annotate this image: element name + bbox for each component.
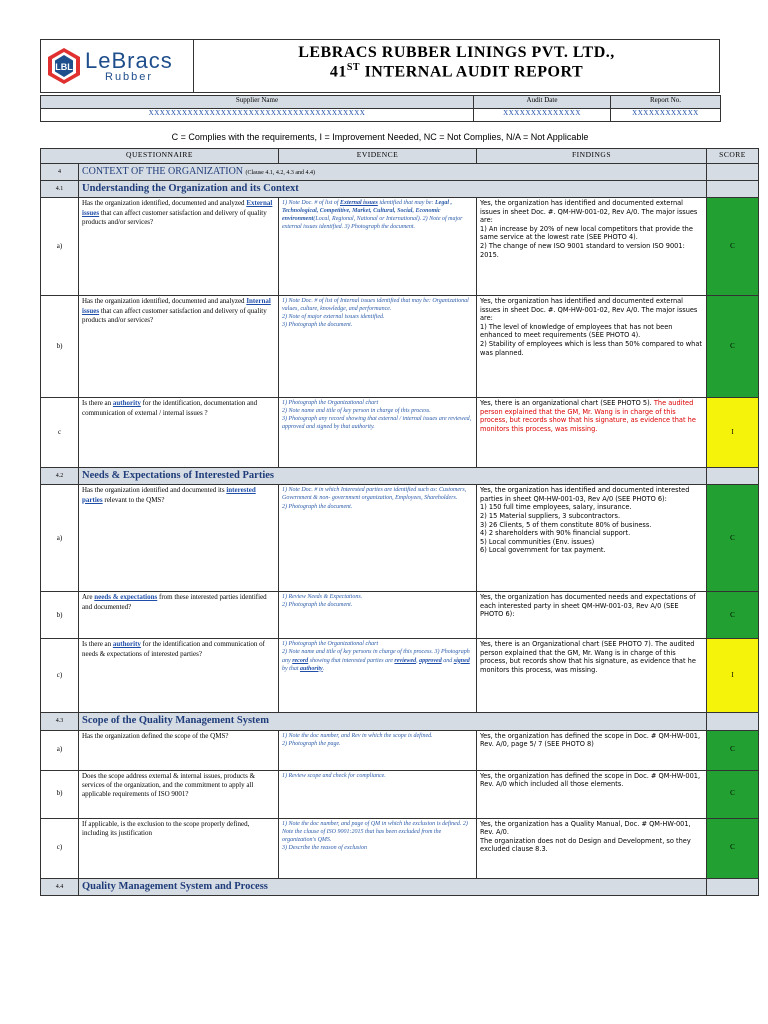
- logo-subtitle: Rubber: [105, 70, 154, 83]
- table-row: [41, 198, 759, 296]
- evidence: 1) Review scope and check for compliance.: [279, 770, 477, 818]
- section-title-text: CONTEXT OF THE ORGANIZATION: [82, 166, 244, 178]
- subsection-title: Understanding the Organization and its Context: [79, 181, 707, 198]
- question-text-end: that can affect customer satisfaction and delivery of quality products and/or services?: [82, 208, 267, 227]
- report-title: [194, 62, 719, 81]
- question: [79, 198, 279, 296]
- evidence: 1) Note the doc number, and page of QM in which the exclusion is defined. 2) Note the clause of ISO 9001:2015 that has been excluded from the organization's QMS. 3) Describe the reason of exclusion: [279, 818, 477, 878]
- question-text-end: relevant to the QMS?: [102, 495, 165, 504]
- question: [79, 485, 279, 592]
- section-number: 4: [41, 164, 79, 181]
- finding: Yes, there is an Organizational chart (SEE PHOTO 7). The audited person explained that the GM, Mr. Wang is in charge of this process, but records show that his signature, as evidence that he monitors this process, was missing.: [477, 639, 707, 713]
- report-number: 41: [329, 63, 347, 81]
- finding-text: Yes, there is an organizational chart (SEE PHOTO 5).: [480, 399, 652, 408]
- score-cell: I: [707, 398, 759, 468]
- supplier-table: [40, 95, 721, 122]
- report-title-text: INTERNAL AUDIT REPORT: [360, 63, 584, 81]
- report-no-label: Report No.: [611, 96, 721, 109]
- finding: Yes, the organization has a Quality Manual, Doc. # QM-HW-001, Rev. A/0. The organization does not do Design and Development, so they excluded clause 8.3.: [477, 818, 707, 878]
- finding: Yes, the organization has identified and documented interested parties in sheet QM-HW-001-03, Rev A/0 (SEE PHOTO 6): 1) 150 full time employees, salary, insurance. 2) 15 Material suppliers, 3 subcontractors. 3) 26 Clients, 5 of them constitute 80% of business. 4) 2 shareholders with 90% financial support. 5) Local communities (Env. issues) 6) Local government for tax payment.: [477, 485, 707, 592]
- logo-name: LeBracs: [85, 47, 173, 73]
- score-cell: C: [707, 770, 759, 818]
- col-questionnaire: QUESTIONNAIRE: [41, 149, 279, 164]
- question-term: needs & expectations: [94, 593, 158, 602]
- evidence-text: 1) Note Doc. # of list of: [282, 200, 341, 207]
- score-cell: C: [707, 818, 759, 878]
- question: If applicable, is the exclusion to the scope properly defined, including its justification: [79, 818, 279, 878]
- question-text: Has the organization identified and documented its: [82, 486, 227, 495]
- evidence-text: 1) Photograph the Organizational chart 2) Note name and title of key persons in charge of this process. 3) Photograph any: [282, 641, 470, 664]
- supplier-name-value: XXXXXXXXXXXXXXXXXXXXXXXXXXXXXXXXXXXXXXX: [41, 109, 474, 122]
- score-cell: C: [707, 296, 759, 398]
- question: Has the organization defined the scope of the QMS?: [79, 730, 279, 770]
- section-row: [41, 164, 759, 181]
- evidence-term-record: record: [292, 657, 309, 664]
- row-label: b): [41, 592, 79, 639]
- question: Does the scope address external & internal issues, products & services of the organization, and the commitment to apply all applicable requirements of ISO 9001?: [79, 770, 279, 818]
- table-row: [41, 639, 759, 713]
- subsection-row: [41, 181, 759, 198]
- evidence-categories: Legal , Technological, Competitive, Market, Cultural, Social, Economic environment: [282, 200, 453, 223]
- subsection-number: 4.3: [41, 713, 79, 730]
- subsection-title: Quality Management System and Process: [79, 878, 707, 895]
- finding: Yes, the organization has identified and documented external issues in sheet Doc. #. QM-HW-001-02, Rev A/0. The major issues are: 1) An increase by 20% of new local competitors that provide the same service at the lowest rate (SEE PHOTO 4). 2) The change of new ISO 9001 standard to version ISO 9001: 2015.: [477, 198, 707, 296]
- evidence-term-signed: signed: [453, 657, 470, 664]
- evidence-sep: by that: [282, 665, 301, 672]
- company-logo: [41, 40, 194, 92]
- row-label: a): [41, 198, 79, 296]
- question-text: Is there an: [82, 640, 113, 649]
- evidence-sep: and: [441, 657, 454, 664]
- question-text-end: that can affect customer satisfaction and delivery of quality products and/or services?: [82, 306, 267, 325]
- table-row: [41, 592, 759, 639]
- question-term: Internal issues: [82, 297, 271, 315]
- report-no-value: XXXXXXXXXXXX: [611, 109, 721, 122]
- evidence: [279, 639, 477, 713]
- question-text: Are: [82, 593, 95, 602]
- question-term: External issues: [82, 199, 273, 217]
- col-score: SCORE: [707, 149, 759, 164]
- subsection-row: [41, 713, 759, 730]
- question-term: interested parties: [82, 486, 256, 504]
- evidence: 1) Review Needs & Expectations. 2) Photograph the document.: [279, 592, 477, 639]
- question-text-end: for the identification, documentation and communication of external / internal issues ?: [82, 399, 258, 417]
- report-header: [40, 39, 720, 93]
- col-findings: FINDINGS: [477, 149, 707, 164]
- subsection-row: [41, 878, 759, 895]
- row-label: b): [41, 770, 79, 818]
- supplier-name-label: Supplier Name: [41, 96, 474, 109]
- score-cell: C: [707, 592, 759, 639]
- section-title: [79, 164, 707, 181]
- subsection-row: [41, 468, 759, 485]
- table-row: [41, 818, 759, 878]
- subsection-number: 4.2: [41, 468, 79, 485]
- score-cell: I: [707, 639, 759, 713]
- report-title-block: [194, 40, 719, 92]
- row-label: b): [41, 296, 79, 398]
- evidence-end: .: [322, 665, 325, 672]
- evidence-term-reviewed: reviewed: [394, 657, 417, 664]
- score-cell: C: [707, 198, 759, 296]
- finding: Yes, the organization has defined the scope in Doc. # QM-HW-001, Rev. A/0 which included all those elements.: [477, 770, 707, 818]
- finding: [477, 398, 707, 468]
- row-label: a): [41, 485, 79, 592]
- evidence: 1) Note the doc number, and Rev in which the scope is defined. 2) Photograph the page.: [279, 730, 477, 770]
- question-text: Has the organization identified, documented and analyzed: [82, 297, 247, 306]
- evidence-term-authority: authority: [300, 665, 323, 672]
- table-row: [41, 485, 759, 592]
- finding-nonconformity-text: The audited person explained that the GM, Mr. Wang is in charge of this process, but records show that his signature, as evidence that he monitors this process, was missing.: [480, 399, 696, 433]
- subsection-title: Scope of the Quality Management System: [79, 713, 707, 730]
- question-term: authority: [112, 640, 141, 649]
- question: [79, 398, 279, 468]
- table-row: [41, 296, 759, 398]
- question-text: Is there an: [82, 399, 113, 408]
- section-clause: (Clause 4.1, 4.2, 4.3 and 4.4): [245, 170, 316, 177]
- audit-report-page: [40, 39, 746, 896]
- audit-date-label: Audit Date: [474, 96, 611, 109]
- score-cell: C: [707, 485, 759, 592]
- question: [79, 592, 279, 639]
- evidence: 1) Note Doc. # in which Interested parties are identified such as: Customers, Government & non- government organization, Employees, Shareholders. 2) Photograph the document.: [279, 485, 477, 592]
- question-text-end: from these interested parties identified and documented?: [82, 593, 267, 611]
- row-label: c): [41, 818, 79, 878]
- row-label: c): [41, 639, 79, 713]
- evidence: 1) Photograph the Organizational chart 2) Note name and title of key person in charge of this process. 3) Photograph any record showing that external / internal issues are reviewed, approved and signed by that authority.: [279, 398, 477, 468]
- audit-date-value: XXXXXXXXXXXXXX: [474, 109, 611, 122]
- col-evidence: EVIDENCE: [279, 149, 477, 164]
- score-legend: C = Complies with the requirements, I = Improvement Needed, NC = Not Complies, N/A = Not Applicable: [171, 132, 589, 142]
- subsection-number: 4.4: [41, 878, 79, 895]
- row-label: c: [41, 398, 79, 468]
- evidence-sep: ,: [416, 657, 420, 664]
- audit-table: [40, 148, 759, 896]
- row-label: a): [41, 730, 79, 770]
- table-row: [41, 398, 759, 468]
- question: [79, 296, 279, 398]
- evidence: [279, 198, 477, 296]
- finding: Yes, the organization has identified and documented external issues in sheet Doc. #. QM-HW-001-02, Rev A/0. The major issues are: 1) The level of knowledge of employees that has not been enhanced to meet requirements (SEE PHOTO 4). 2) Stability of employees which is less than 50% compared to what was planned.: [477, 296, 707, 398]
- table-row: [41, 730, 759, 770]
- finding: Yes, the organization has defined the scope in Doc. # QM-HW-001, Rev. A/0, page 5/ 7 (SEE PHOTO 8): [477, 730, 707, 770]
- evidence-text-mid: showing that interested parties are: [308, 657, 395, 664]
- question-text-end: for the identification and communication of needs & expectations of interested parties?: [82, 640, 265, 658]
- question-text: Has the organization identified, documented and analyzed: [82, 199, 247, 208]
- score-cell: C: [707, 730, 759, 770]
- evidence-text-end: (Local, Regional, National or International). 2) Note of major external issues identified. 3) Photograph the document.: [282, 216, 463, 231]
- company-name: LEBRACS RUBBER LININGS PVT. LTD.,: [298, 44, 615, 61]
- subsection-number: 4.1: [41, 181, 79, 198]
- evidence: 1) Note Doc. # of list of Internal issues identified that may be: Organizational values, culture, knowledge, and performance. 2) Note of major external issues identified. 3) Photograph the document.: [279, 296, 477, 398]
- evidence-term-approved: approved: [419, 657, 442, 664]
- evidence-text-mid: identified that may be:: [377, 200, 436, 207]
- subsection-title: Needs & Expectations of Interested Parties: [79, 468, 707, 485]
- svg-text:LBL: LBL: [55, 62, 73, 72]
- report-number-suffix: ST: [346, 62, 361, 73]
- question: [79, 639, 279, 713]
- evidence-term: External issues: [340, 200, 378, 207]
- finding: Yes, the organization has documented needs and expectations of each interested party in sheet QM-HW-001-03, Rev A/0 (SEE PHOTO 6):: [477, 592, 707, 639]
- column-header-row: [41, 149, 759, 164]
- table-row: [41, 770, 759, 818]
- question-term: authority: [112, 399, 141, 408]
- logo-hexagon-icon: [47, 47, 81, 85]
